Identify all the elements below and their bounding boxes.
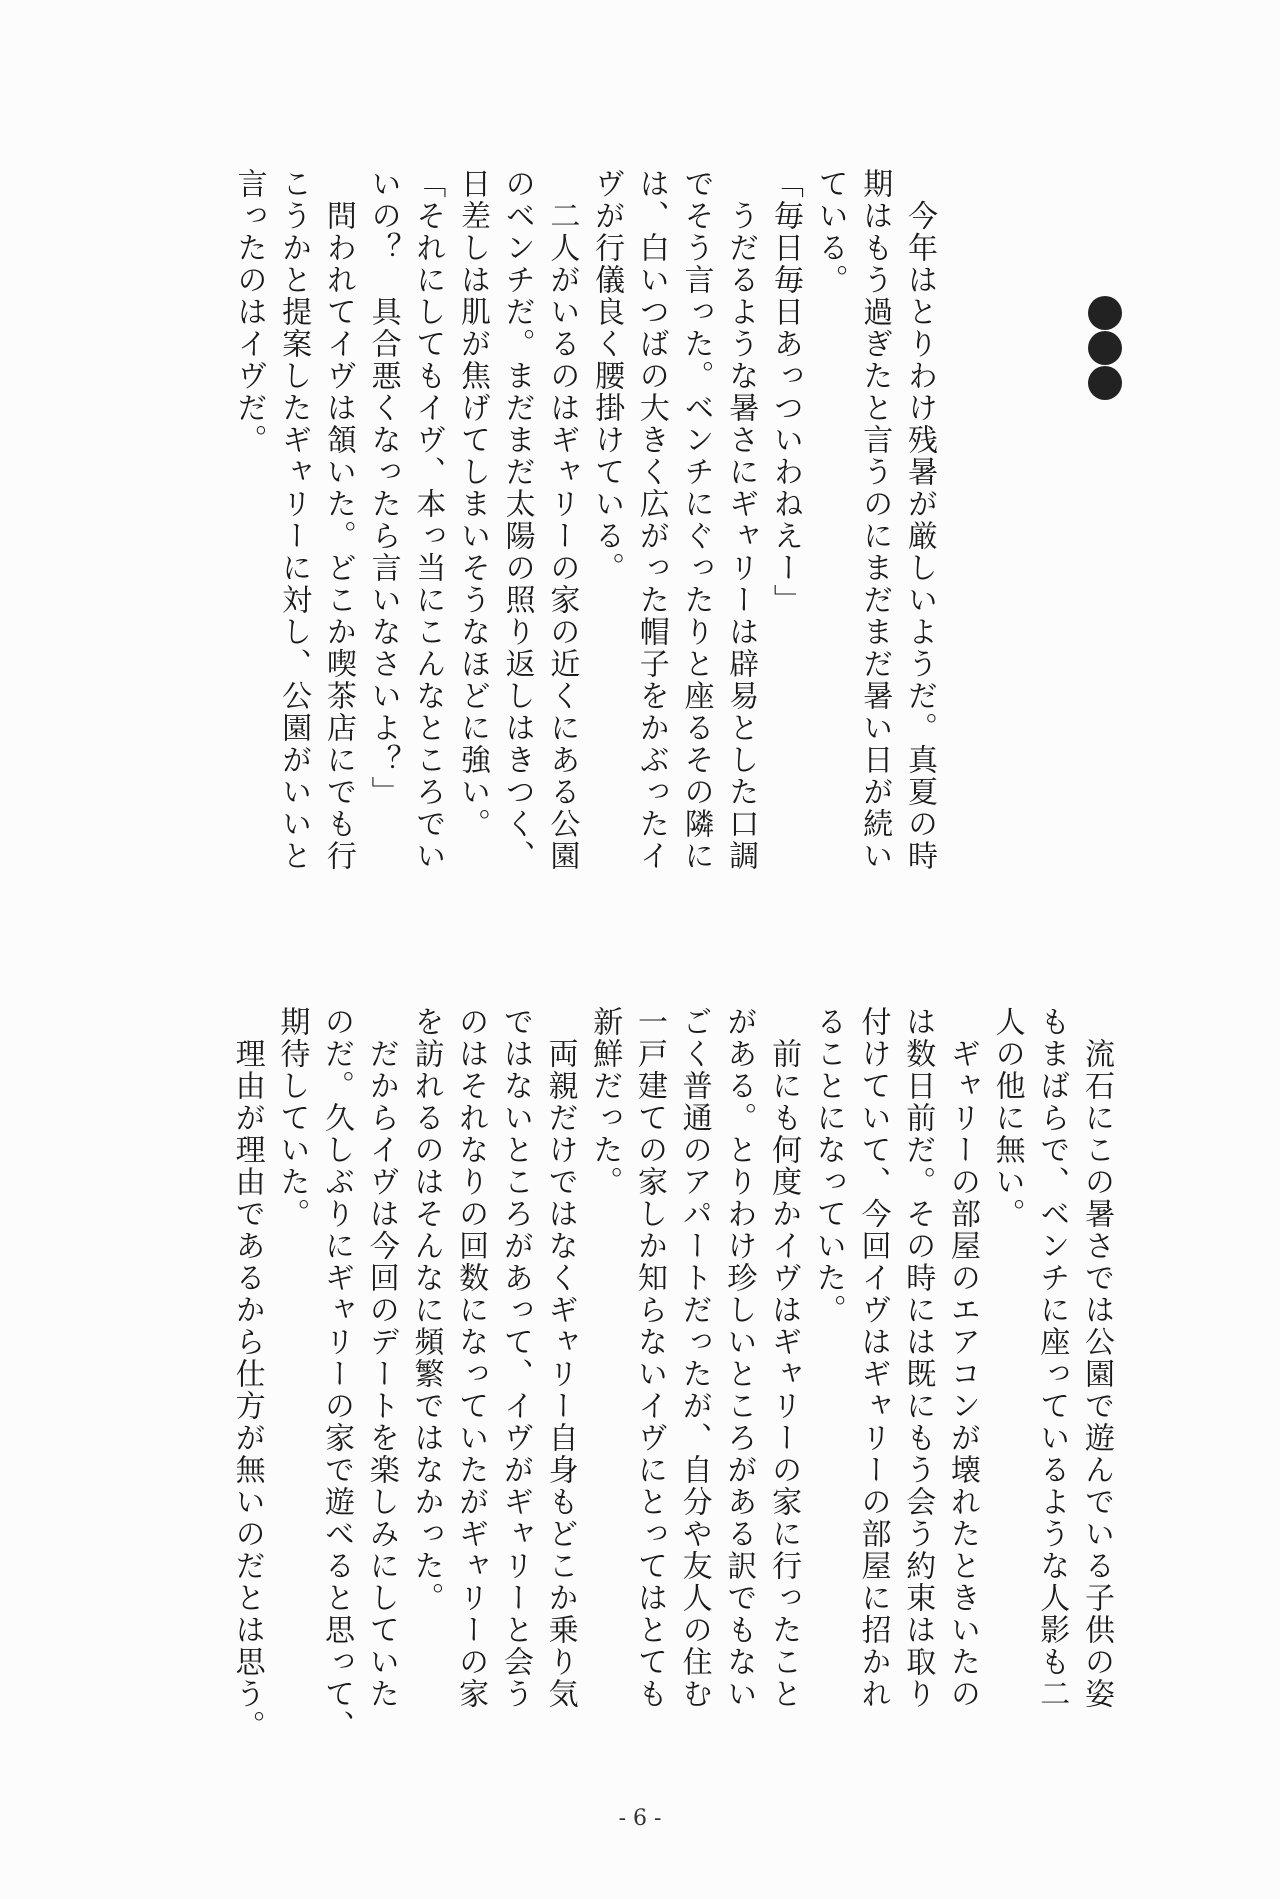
- text-column: のベンチだ。まだまだ太陽の照り返しはきつく、: [499, 168, 535, 872]
- text-column: 問われてイヴは頷いた。どこか喫茶店にでも行: [320, 168, 356, 872]
- top-text-block: [226, 168, 941, 878]
- dot-icon: [1088, 366, 1122, 400]
- text-column: 言ったのはイヴだ。: [231, 168, 267, 456]
- text-column: のだ。久しぶりにギャリーの家で遊べると思って、: [319, 1006, 355, 1742]
- text-column: は数日前だ。その時には既にもう会う約束は取り: [900, 1006, 936, 1710]
- text-column: こうかと提案したギャリーに対し、公園がいいと: [276, 168, 312, 872]
- text-column: いの？ 具合悪くなったら言いなさいよ？」: [365, 168, 401, 808]
- dot-icon: [1088, 331, 1122, 365]
- page-number: - 6 -: [618, 1806, 662, 1831]
- text-column: 期はもう過ぎたと言うのにまだまだ暑い日が続い: [857, 168, 893, 872]
- text-column: のはそれなりの回数になっていたがギャリーの家: [453, 1006, 489, 1710]
- text-column: 期待していた。: [274, 1006, 310, 1230]
- text-column: でそう言った。ベンチにぐったりと座るその隣に: [678, 168, 714, 872]
- text-column: ヴが行儀良く腰掛けている。: [589, 168, 625, 584]
- text-column: ることになっていた。: [810, 1006, 846, 1326]
- dot-icon: [1088, 296, 1122, 330]
- text-column: 「それにしてもイヴ、本っ当にこんなところでい: [410, 168, 446, 872]
- text-column: 流石にこの暑さでは公園で遊んでいる子供の姿: [1079, 1006, 1114, 1710]
- bottom-text-block: [224, 1006, 1118, 1742]
- text-column: 二人がいるのはギャリーの家の近くにある公園: [544, 168, 580, 872]
- text-column: 付けていて、今回イヴはギャリーの部屋に招かれ: [855, 1006, 891, 1710]
- text-column: うだるような暑さにギャリーは辟易とした口調: [723, 168, 759, 872]
- text-column: ではないところがあって、イヴがギャリーと会う: [497, 1006, 533, 1710]
- text-column: 両親だけではなくギャリー自身もどこか乗り気: [542, 1006, 578, 1710]
- text-column: 前にも何度かイヴはギャリーの家に行ったこと: [766, 1006, 802, 1710]
- text-column: 「毎日毎日あっついわねえー」: [767, 168, 803, 616]
- text-column: 今年はとりわけ残暑が厳しいようだ。真夏の時: [902, 168, 937, 872]
- text-column: 新鮮だった。: [587, 1006, 623, 1198]
- text-column: ギャリーの部屋のエアコンが壊れたときいたの: [944, 1006, 980, 1710]
- text-column: もまばらで、ベンチに座っているような人影も二: [1034, 1006, 1070, 1710]
- text-column: 日差しは肌が焦げてしまいそうなほどに強い。: [454, 168, 490, 840]
- text-column: がある。とりわけ珍しいところがある訳でもない: [721, 1006, 757, 1710]
- text-column: だからイヴは今回のデートを楽しみにしていた: [363, 1006, 399, 1710]
- text-column: ごく普通のアパートだったが、自分や友人の住む: [676, 1006, 712, 1710]
- text-column: ている。: [812, 168, 848, 296]
- text-column: を訪れるのはそんなに頻繁ではなかった。: [408, 1006, 444, 1614]
- text-column: 一戸建ての家しか知らないイヴにとってはとても: [631, 1006, 667, 1710]
- text-column: 人の他に無い。: [989, 1006, 1025, 1230]
- text-column: は、白いつばの大きく広がった帽子をかぶったイ: [633, 168, 669, 872]
- text-column: 理由が理由であるから仕方が無いのだとは思う。: [229, 1006, 265, 1742]
- section-break-dots-icon: [1088, 296, 1122, 401]
